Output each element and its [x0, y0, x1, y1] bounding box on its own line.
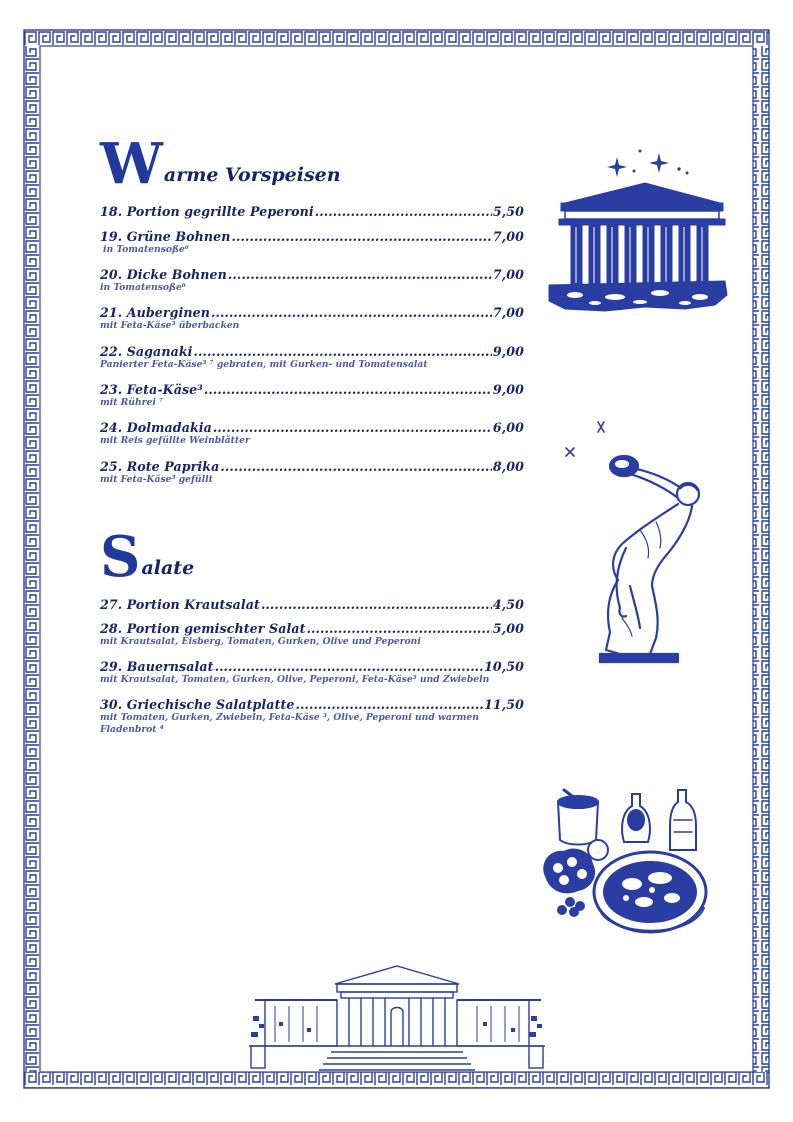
section-title-salate [100, 524, 195, 590]
item-name: 20. Dicke Bohnen [100, 267, 227, 282]
item-price: 8,00 [492, 459, 524, 474]
item-price: 7,00 [492, 305, 524, 320]
item-name: 18. Portion gegrillte Peperoni [100, 204, 314, 219]
menu-item [100, 459, 524, 486]
menu-item [100, 229, 524, 256]
item-name: 27. Portion Krautsalat [100, 597, 260, 612]
menu-item [100, 305, 524, 332]
item-description: mit Krautsalat, Tomaten, Gurken, Olive, Peperoni, Feta-Käse³ und Zwiebeln [100, 674, 490, 685]
section-title-text: arme Vorspeisen [163, 164, 341, 186]
menu-item [100, 204, 524, 219]
item-description: Panierter Feta-Käse³ ⁷ gebraten, mit Gurken- und Tomatensalat [100, 359, 428, 370]
item-description: in Tomatensoße⁶ [100, 282, 186, 293]
item-name: 21. Auberginen [100, 305, 210, 320]
menu-item [100, 420, 524, 447]
menu-item [100, 344, 524, 371]
item-description: mit Feta-Käse³ überbacken [100, 320, 240, 331]
item-price: 7,00 [492, 229, 524, 244]
item-description: mit Krautsalat, Eisberg, Tomaten, Gurken, Olive und Peperoni [100, 636, 421, 647]
menu-item [100, 659, 524, 686]
item-name: 22. Saganaki [100, 344, 193, 359]
section-initial: S [100, 524, 141, 590]
menu-item [100, 597, 524, 612]
item-price: 10,50 [484, 659, 524, 674]
menu-item [100, 267, 524, 294]
parthenon-illustration [545, 145, 730, 313]
item-name: 19. Grüne Bohnen [100, 229, 231, 244]
item-description: mit Feta-Käse³ gefüllt [100, 474, 213, 485]
discobolus-illustration [560, 418, 710, 666]
item-name: 30. Griechische Salatplatte [100, 697, 295, 712]
menu-item [100, 382, 524, 409]
section-title-text: alate [141, 557, 195, 579]
item-name: 24. Dolmadakia [100, 420, 212, 435]
item-description: in Tomatensoße⁶ [103, 244, 189, 255]
item-price: 4,50 [492, 597, 524, 612]
item-name: 28. Portion gemischter Salat [100, 621, 306, 636]
item-price: 5,50 [492, 204, 524, 219]
item-description: mit Reis gefüllte Weinblätter [100, 435, 250, 446]
section-initial: W [100, 131, 163, 197]
item-name: 29. Bauernsalat [100, 659, 214, 674]
item-price: 9,00 [492, 382, 524, 397]
menu-item [100, 621, 524, 648]
item-price: 5,00 [492, 621, 524, 636]
item-description: mit Rührei ⁷ [100, 397, 164, 408]
item-price: 6,00 [492, 420, 524, 435]
item-name: 25. Rote Paprika [100, 459, 220, 474]
item-name: 23. Feta-Käse³ [100, 382, 203, 397]
item-price: 9,00 [492, 344, 524, 359]
temple-building-illustration [245, 962, 550, 1074]
item-price: 11,50 [484, 697, 524, 712]
menu-item [100, 697, 524, 736]
item-price: 7,00 [492, 267, 524, 282]
greek-food-illustration [540, 780, 715, 948]
item-description: mit Tomaten, Gurken, Zwiebeln, Feta-Käse ³, Olive, Peperoni und warmen Fladenbrot ⁴ [100, 712, 479, 735]
section-title-warme-vorspeisen [100, 131, 341, 197]
